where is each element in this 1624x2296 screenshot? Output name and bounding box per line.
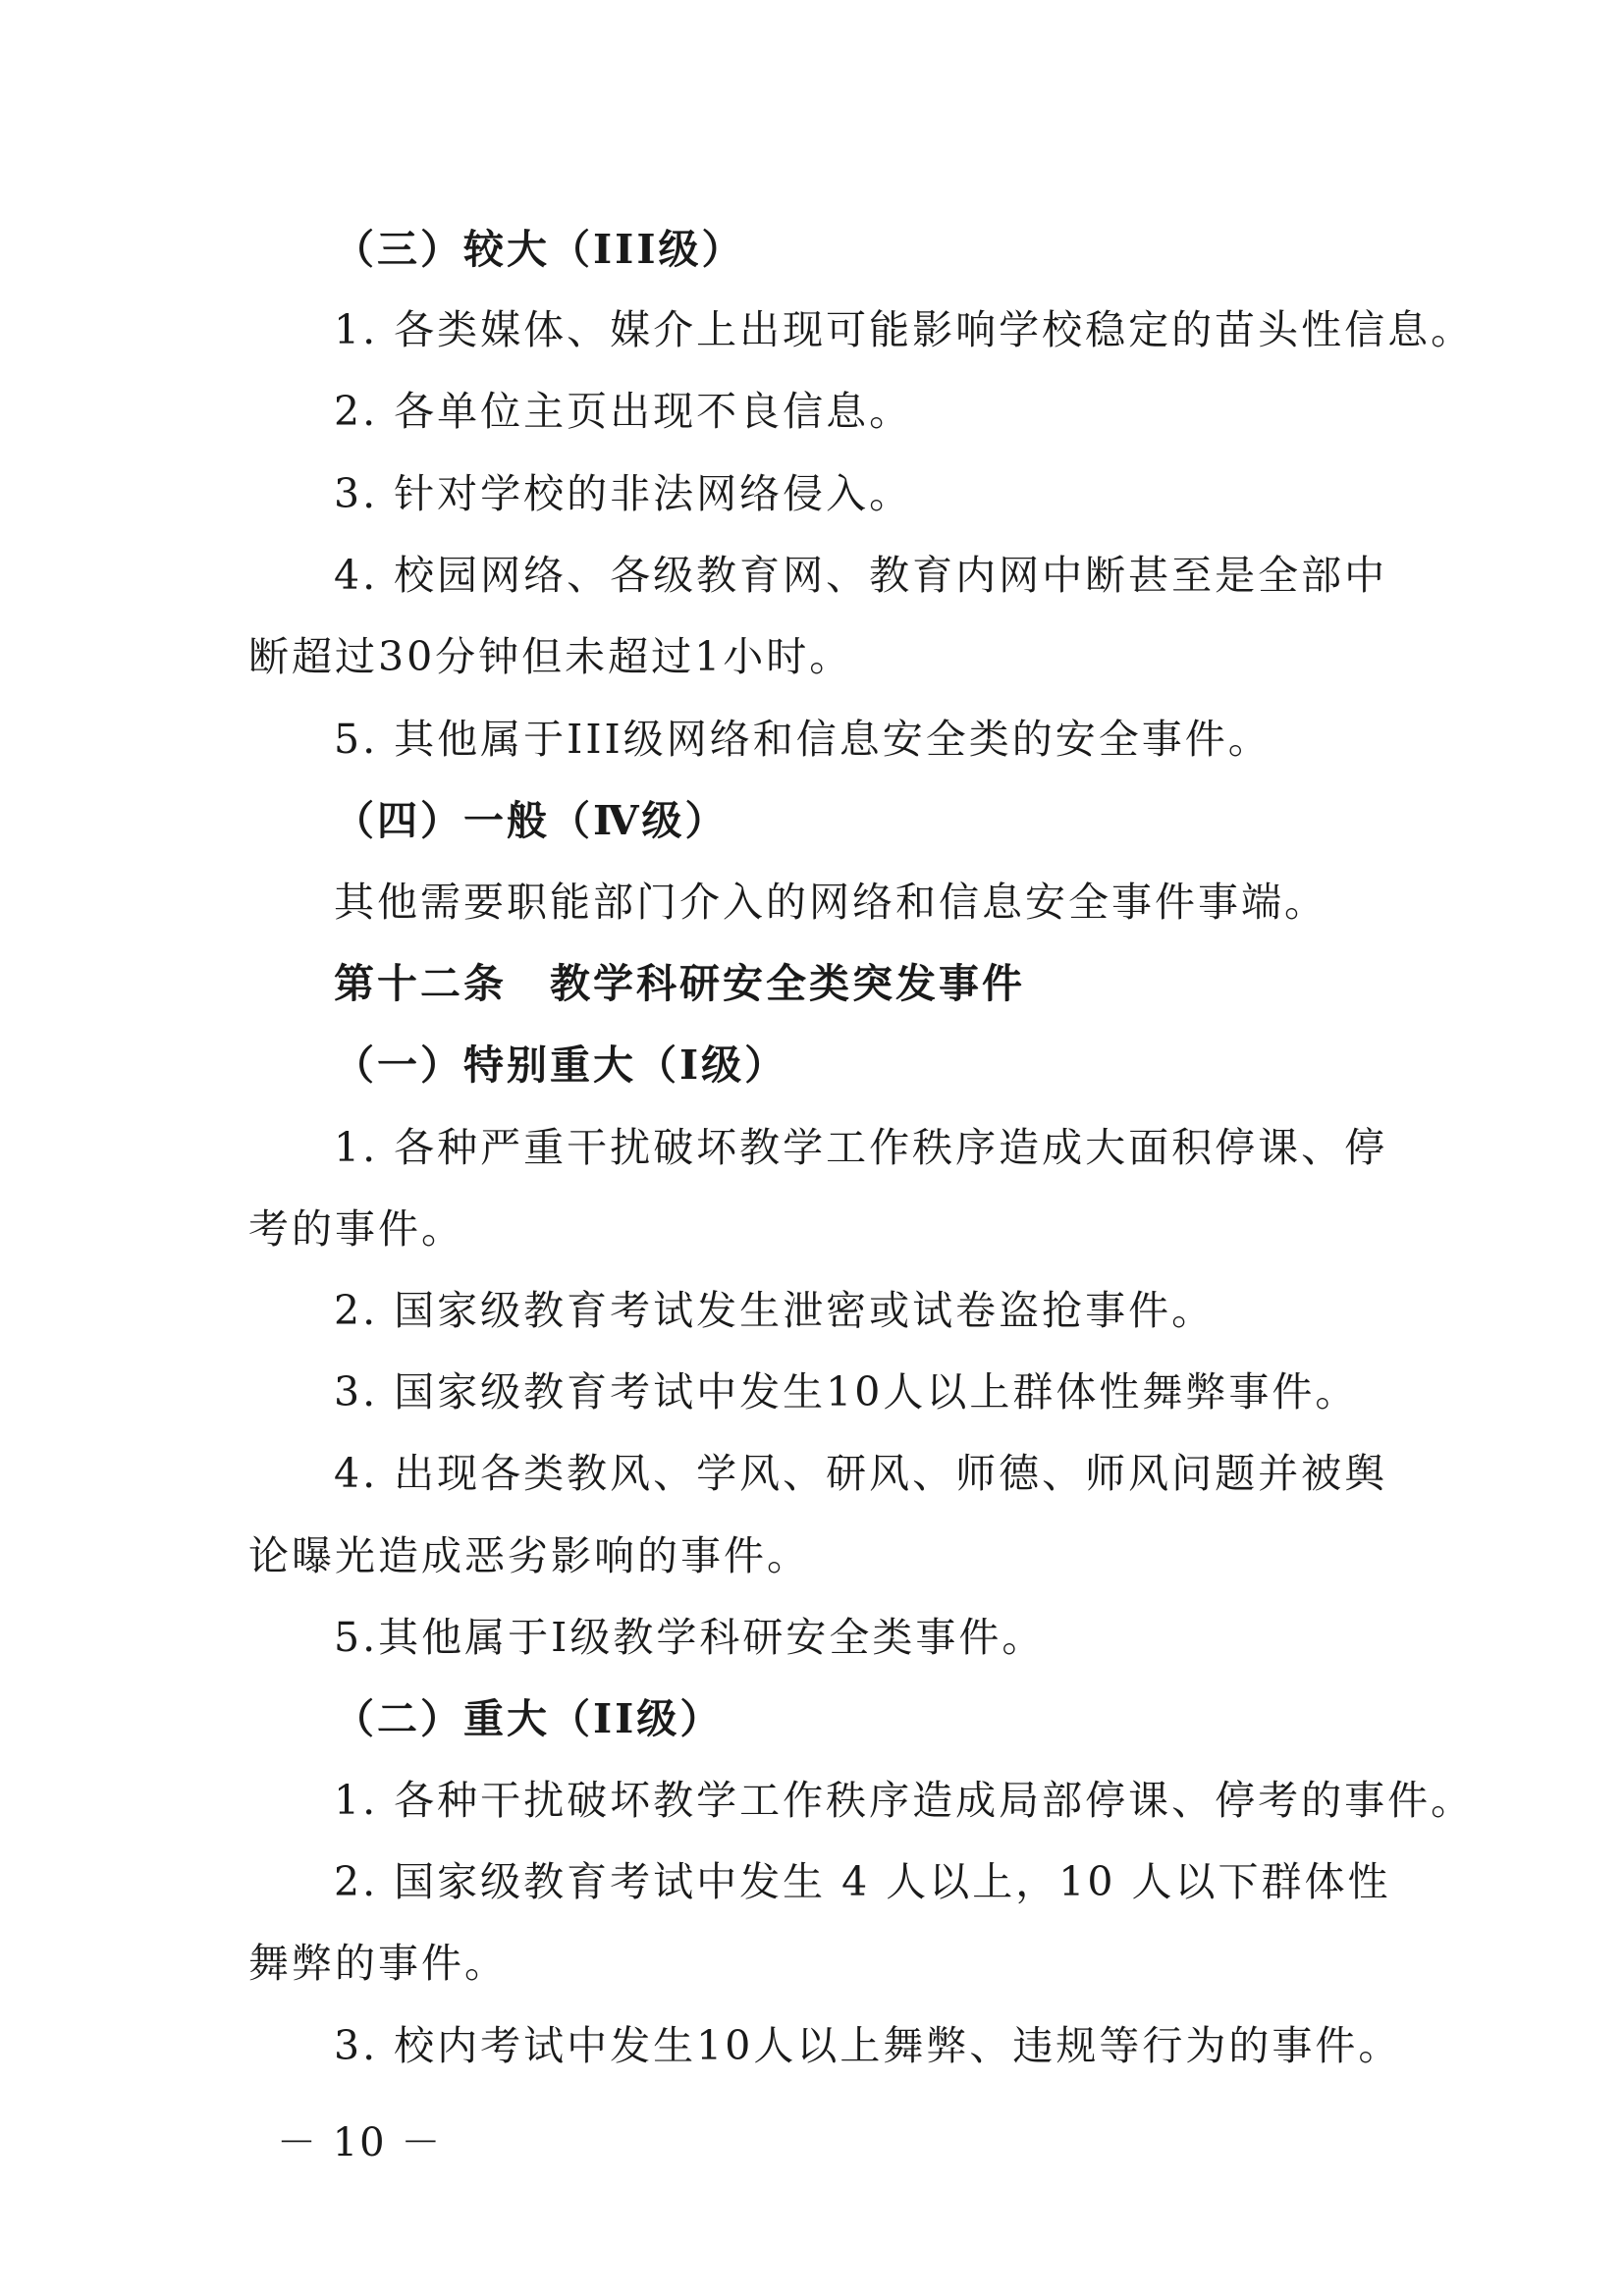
section-heading-level-4: （四）一般（Ⅳ级） xyxy=(334,797,729,844)
paragraph-line: 论曝光造成恶劣影响的事件。 xyxy=(248,1532,810,1579)
paragraph-line: 其他需要职能部门介入的网络和信息安全事件事端。 xyxy=(334,879,1327,926)
paragraph-line: 1. 各种严重干扰破坏教学工作秩序造成大面积停课、停 xyxy=(334,1124,1388,1171)
paragraph-line: 断超过30分钟但未超过1小时。 xyxy=(248,633,853,680)
paragraph-line: 2. 各单位主页出现不良信息。 xyxy=(334,388,913,435)
paragraph-line: 2. 国家级教育考试发生泄密或试卷盗抢事件。 xyxy=(334,1287,1216,1334)
paragraph-line: 1. 各类媒体、媒介上出现可能影响学校稳定的苗头性信息。 xyxy=(334,306,1475,353)
paragraph-line: 3. 国家级教育考试中发生10人以上群体性舞弊事件。 xyxy=(334,1368,1359,1415)
paragraph-line: 3. 校内考试中发生10人以上舞弊、违规等行为的事件。 xyxy=(334,2022,1402,2069)
paragraph-line: 考的事件。 xyxy=(248,1205,464,1253)
section-heading-level-1: （一）特别重大（I级） xyxy=(334,1041,788,1089)
paragraph-line: 2. 国家级教育考试中发生 4 人以上，10 人以下群体性 xyxy=(334,1858,1391,1905)
paragraph-line: 3. 针对学校的非法网络侵入。 xyxy=(334,470,913,517)
paragraph-line: 舞弊的事件。 xyxy=(248,1940,508,1987)
section-heading-level-2: （二）重大（II级） xyxy=(334,1695,724,1742)
section-heading-level-3: （三）较大（III级） xyxy=(334,226,745,273)
paragraph-line: 5. 其他属于III级网络和信息安全类的安全事件。 xyxy=(334,716,1272,763)
article-heading: 第十二条 教学科研安全类突发事件 xyxy=(334,960,1025,1007)
paragraph-line: 5.其他属于I级教学科研安全类事件。 xyxy=(334,1614,1046,1661)
paragraph-line: 4. 出现各类教风、学风、研风、师德、师风问题并被舆 xyxy=(334,1450,1388,1497)
paragraph-line: 1. 各种干扰破坏教学工作秩序造成局部停课、停考的事件。 xyxy=(334,1777,1475,1824)
page-number: － 10 － xyxy=(277,2120,443,2165)
paragraph-line: 4. 校园网络、各级教育网、教育内网中断甚至是全部中 xyxy=(334,552,1388,599)
